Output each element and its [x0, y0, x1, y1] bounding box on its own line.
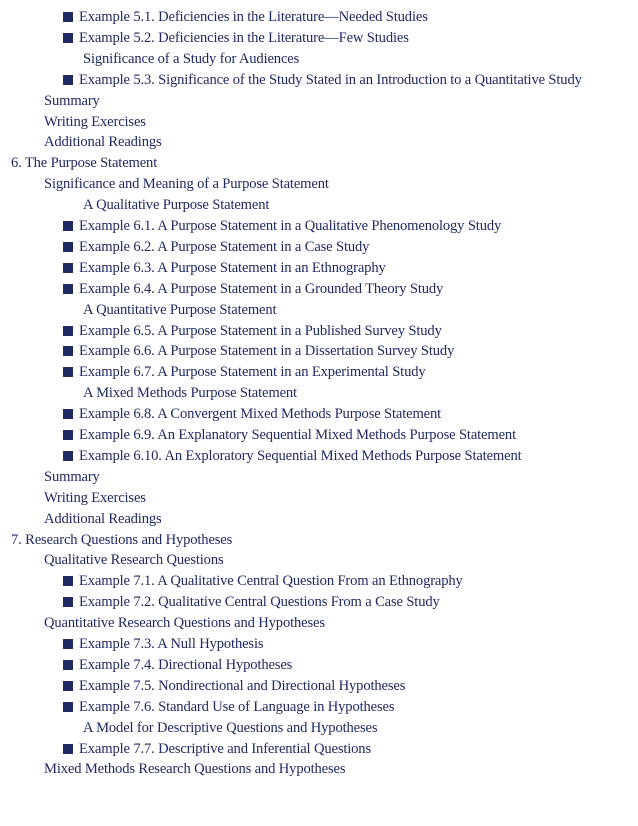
square-bullet-icon	[63, 221, 73, 231]
toc-link[interactable]: Example 6.7. A Purpose Statement in an Experimental Study	[79, 364, 426, 381]
toc-link[interactable]: Example 5.1. Deficiencies in the Literature—Needed Studies	[79, 9, 428, 25]
toc-example-item	[63, 70, 582, 90]
toc-example-item	[63, 362, 426, 382]
toc-example-item	[63, 446, 522, 466]
square-bullet-icon	[63, 681, 73, 691]
square-bullet-icon	[63, 242, 73, 252]
square-bullet-icon	[63, 639, 73, 649]
toc-link[interactable]: Example 6.3. A Purpose Statement in an Ethnography	[79, 259, 386, 276]
toc-link[interactable]: Example 7.2. Qualitative Central Questions From a Case Study	[79, 594, 440, 611]
toc-example-item	[63, 341, 454, 361]
toc-link[interactable]: Example 7.5. Nondirectional and Directional Hypotheses	[79, 677, 406, 694]
toc-example-item	[63, 28, 409, 48]
square-bullet-icon	[63, 326, 73, 336]
toc-example-item	[63, 425, 516, 445]
toc-chapter-heading	[11, 153, 157, 173]
toc-link[interactable]: Additional Readings	[44, 510, 162, 527]
toc-link[interactable]: Example 6.4. A Purpose Statement in a Grounded Theory Study	[79, 280, 444, 297]
square-bullet-icon	[63, 597, 73, 607]
toc-link[interactable]: Significance of a Study for Audiences	[83, 50, 300, 67]
square-bullet-icon	[63, 660, 73, 670]
toc-link[interactable]: Example 7.3. A Null Hypothesis	[79, 636, 264, 652]
toc-section-item	[44, 467, 100, 487]
toc-link[interactable]: Example 5.2. Deficiencies in the Literature—Few Studies	[79, 29, 409, 46]
toc-link[interactable]: Example 7.6. Standard Use of Language in Hypotheses	[79, 698, 395, 715]
toc-link[interactable]: Example 6.9. An Explanatory Sequential Mixed Methods Purpose Statement	[79, 427, 516, 443]
toc-section-item	[44, 759, 345, 779]
toc-link[interactable]: Mixed Methods Research Questions and Hypotheses	[44, 761, 346, 778]
toc-link[interactable]: A Qualitative Purpose Statement	[83, 197, 270, 214]
toc-link[interactable]: Qualitative Research Questions	[44, 552, 224, 569]
toc-example-item	[63, 216, 501, 236]
toc-link[interactable]: Writing Exercises	[44, 489, 146, 506]
toc-example-item	[63, 321, 442, 341]
square-bullet-icon	[63, 33, 73, 43]
toc-link[interactable]: Example 5.3. Significance of the Study Stated in an Introduction to a Quantitative Study	[79, 71, 582, 88]
toc-section-item	[44, 132, 162, 152]
toc-link[interactable]: Summary	[44, 468, 100, 485]
toc-link[interactable]: Example 6.2. A Purpose Statement in a Case Study	[79, 238, 370, 255]
toc-section-item	[44, 509, 162, 529]
square-bullet-icon	[63, 702, 73, 712]
toc-example-item	[63, 739, 371, 759]
toc-section-item	[44, 613, 325, 633]
toc-link[interactable]: Additional Readings	[44, 134, 162, 151]
toc-section-item	[44, 174, 329, 194]
toc-example-item	[63, 237, 369, 257]
square-bullet-icon	[63, 430, 73, 440]
toc-section-item	[44, 550, 224, 570]
toc-link[interactable]: Example 6.5. A Purpose Statement in a Published Survey Study	[79, 322, 442, 339]
toc-section-item	[44, 112, 146, 132]
toc-example-item	[63, 655, 292, 675]
toc-link[interactable]: Writing Exercises	[44, 113, 146, 130]
toc-link[interactable]: Example 6.6. A Purpose Statement in a Dissertation Survey Study	[79, 343, 455, 360]
toc-link[interactable]: Summary	[44, 92, 100, 109]
toc-link[interactable]: Example 7.1. A Qualitative Central Question From an Ethnography	[79, 573, 463, 590]
toc-link[interactable]: Quantitative Research Questions and Hypotheses	[44, 615, 325, 632]
toc-example-item	[63, 676, 405, 696]
toc-example-item	[63, 592, 440, 612]
toc-section-item	[83, 300, 276, 320]
toc-section-item	[44, 488, 146, 508]
square-bullet-icon	[63, 75, 73, 85]
square-bullet-icon	[63, 284, 73, 294]
toc-example-item	[63, 404, 441, 424]
square-bullet-icon	[63, 367, 73, 377]
toc-section-item	[44, 91, 100, 111]
toc-link[interactable]: A Mixed Methods Purpose Statement	[83, 385, 297, 402]
square-bullet-icon	[63, 409, 73, 419]
toc-section-item	[83, 383, 297, 403]
toc-section-item	[83, 195, 269, 215]
toc-link[interactable]: Example 6.1. A Purpose Statement in a Qualitative Phenomenology Study	[79, 218, 502, 234]
toc-link[interactable]: A Quantitative Purpose Statement	[83, 301, 277, 318]
toc-chapter-heading	[11, 530, 232, 550]
toc-example-item	[63, 7, 428, 27]
square-bullet-icon	[63, 451, 73, 461]
toc-example-item	[63, 634, 263, 654]
toc-section-item	[83, 718, 377, 738]
square-bullet-icon	[63, 12, 73, 22]
square-bullet-icon	[63, 744, 73, 754]
toc-link[interactable]: Example 7.4. Directional Hypotheses	[79, 656, 293, 673]
toc-link[interactable]: 6. The Purpose Statement	[11, 155, 158, 172]
toc-example-item	[63, 258, 386, 278]
toc-link[interactable]: Example 6.10. An Exploratory Sequential Mixed Methods Purpose Statement	[79, 447, 522, 464]
toc-example-item	[63, 279, 443, 299]
toc-link[interactable]: 7. Research Questions and Hypotheses	[11, 531, 233, 548]
toc-link[interactable]: Example 7.7. Descriptive and Inferential Questions	[79, 740, 371, 757]
toc-link[interactable]: Example 6.8. A Convergent Mixed Methods Purpose Statement	[79, 406, 442, 423]
toc-example-item	[63, 697, 394, 717]
toc-example-item	[63, 571, 463, 591]
square-bullet-icon	[63, 346, 73, 356]
toc-section-item	[83, 49, 299, 69]
toc-link[interactable]: A Model for Descriptive Questions and Hypotheses	[83, 719, 378, 736]
square-bullet-icon	[63, 263, 73, 273]
square-bullet-icon	[63, 576, 73, 586]
toc-link[interactable]: Significance and Meaning of a Purpose Statement	[44, 176, 329, 193]
